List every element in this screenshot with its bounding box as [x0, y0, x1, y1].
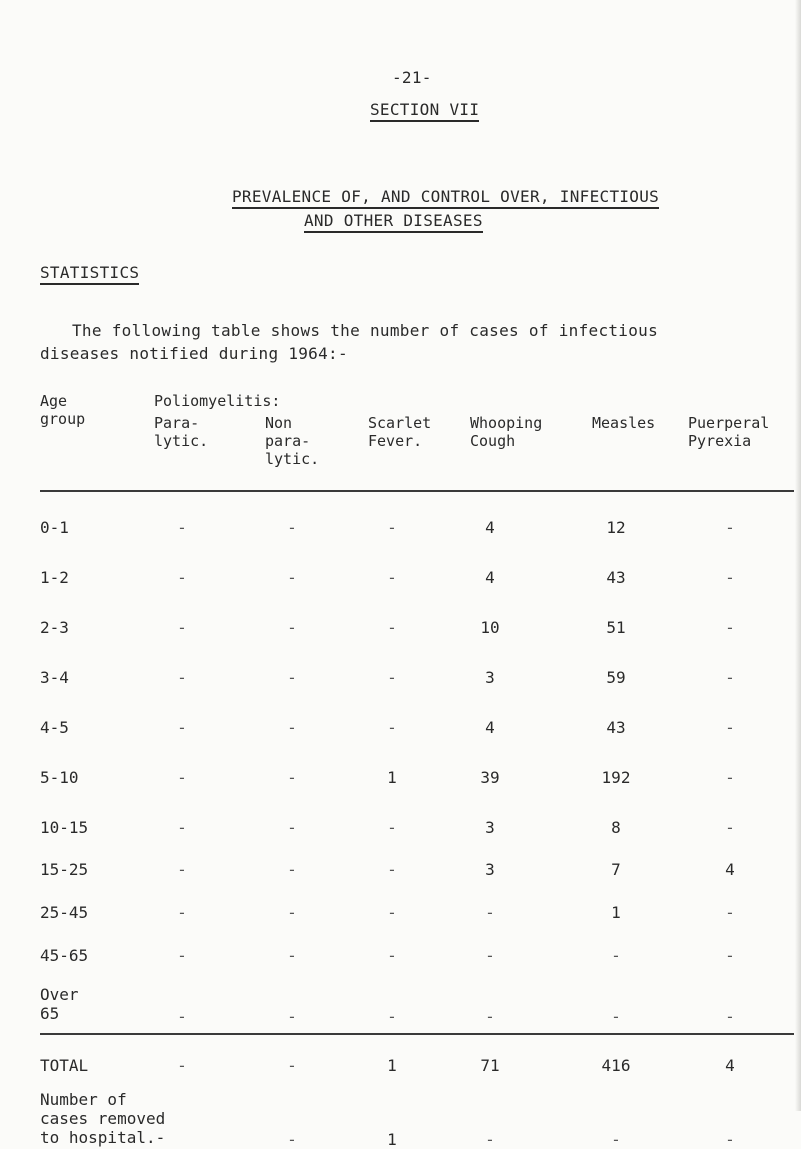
table-cell: 10	[480, 618, 500, 637]
table-cell: 39	[480, 768, 500, 787]
removed-cell: -	[485, 1130, 495, 1149]
table-cell: 1	[611, 903, 621, 922]
table-cell: -	[387, 903, 397, 922]
table-cell: -	[177, 518, 187, 537]
removed-to-hospital-label: Number of cases removed to hospital.-	[40, 1090, 166, 1147]
table-cell: -	[177, 1007, 187, 1026]
table-cell: -	[177, 818, 187, 837]
header-poliomyelitis: Poliomyelitis:	[154, 392, 281, 410]
table-cell: -	[287, 903, 297, 922]
table-cell: 4	[485, 518, 495, 537]
table-cell: -	[725, 618, 735, 637]
row-age-group: 4-5	[40, 718, 69, 737]
removed-cell: -	[611, 1130, 621, 1149]
table-cell: 8	[611, 818, 621, 837]
header-whooping-cough: Whooping Cough	[470, 414, 543, 450]
removed-cell: -	[287, 1130, 297, 1149]
table-cell: 59	[606, 668, 626, 687]
row-age-group: 25-45	[40, 903, 89, 922]
table-cell: -	[287, 768, 297, 787]
table-cell: -	[611, 1007, 621, 1026]
total-cell: -	[177, 1056, 187, 1075]
table-cell: -	[287, 1007, 297, 1026]
table-cell: -	[177, 860, 187, 879]
section-heading: SECTION VII	[370, 100, 479, 122]
table-cell: -	[387, 860, 397, 879]
header-puerperal-pyrexia: Puerperal Pyrexia	[688, 414, 770, 450]
table-cell: -	[287, 518, 297, 537]
table-cell: -	[177, 768, 187, 787]
footer-rule	[40, 1033, 794, 1035]
table-cell: -	[177, 668, 187, 687]
table-cell: 51	[606, 618, 626, 637]
table-cell: -	[177, 618, 187, 637]
table-cell: -	[725, 518, 735, 537]
page-edge-shadow	[795, 0, 801, 1111]
statistics-subheading: STATISTICS	[40, 263, 139, 285]
table-cell: -	[485, 946, 495, 965]
table-cell: 3	[485, 860, 495, 879]
total-cell: 71	[480, 1056, 500, 1075]
table-cell: 43	[606, 718, 626, 737]
table-cell: -	[387, 1007, 397, 1026]
row-age-group: 5-10	[40, 768, 79, 787]
table-cell: 3	[485, 668, 495, 687]
removed-cell: -	[725, 1130, 735, 1149]
table-cell: -	[287, 860, 297, 879]
header-rule	[40, 490, 794, 492]
row-age-group: 1-2	[40, 568, 69, 587]
table-cell: 43	[606, 568, 626, 587]
removed-cell: 1	[387, 1130, 397, 1149]
total-cell: -	[287, 1056, 297, 1075]
table-cell: 12	[606, 518, 626, 537]
table-cell: -	[387, 818, 397, 837]
header-paralytic: Para- lytic.	[154, 414, 209, 450]
page-number: -21-	[392, 68, 432, 87]
table-cell: -	[725, 903, 735, 922]
table-cell: -	[387, 618, 397, 637]
table-cell: -	[287, 668, 297, 687]
row-age-group: Over 65	[40, 985, 79, 1023]
table-cell: -	[387, 668, 397, 687]
table-cell: -	[725, 718, 735, 737]
row-age-group: 2-3	[40, 618, 69, 637]
table-cell: 4	[485, 718, 495, 737]
row-age-group: 0-1	[40, 518, 69, 537]
table-cell: -	[485, 903, 495, 922]
table-cell: -	[287, 568, 297, 587]
table-cell: -	[177, 568, 187, 587]
row-age-group: 45-65	[40, 946, 89, 965]
table-cell: -	[177, 946, 187, 965]
row-age-group: 3-4	[40, 668, 69, 687]
table-cell: -	[287, 718, 297, 737]
header-scarlet-fever: Scarlet Fever.	[368, 414, 432, 450]
table-cell: -	[287, 946, 297, 965]
table-cell: 4	[485, 568, 495, 587]
intro-line-2: diseases notified during 1964:-	[40, 344, 348, 363]
table-cell: -	[387, 518, 397, 537]
table-cell: -	[725, 668, 735, 687]
table-cell: -	[725, 568, 735, 587]
title-line-1: PREVALENCE OF, AND CONTROL OVER, INFECTIOUS	[232, 187, 659, 206]
table-cell: -	[725, 768, 735, 787]
table-cell: -	[287, 818, 297, 837]
table-cell: -	[387, 946, 397, 965]
table-cell: 7	[611, 860, 621, 879]
table-cell: -	[387, 568, 397, 587]
table-cell: -	[287, 618, 297, 637]
table-cell: -	[387, 718, 397, 737]
total-cell: 4	[725, 1056, 735, 1075]
table-cell: -	[725, 818, 735, 837]
total-cell: 416	[601, 1056, 631, 1075]
table-cell: -	[611, 946, 621, 965]
table-cell: -	[485, 1007, 495, 1026]
table-cell: -	[177, 903, 187, 922]
table-cell: -	[725, 1007, 735, 1026]
row-age-group: 15-25	[40, 860, 89, 879]
header-measles: Measles	[592, 414, 656, 432]
table-cell: 4	[725, 860, 735, 879]
header-age-group: Age group	[40, 392, 86, 428]
intro-line-1: The following table shows the number of cases of infectious	[72, 321, 659, 340]
total-cell: 1	[387, 1056, 397, 1075]
title-line-2: AND OTHER DISEASES	[304, 211, 483, 230]
row-age-group: 10-15	[40, 818, 89, 837]
table-cell: 3	[485, 818, 495, 837]
table-cell: 1	[387, 768, 397, 787]
table-cell: -	[177, 718, 187, 737]
total-label: TOTAL	[40, 1056, 89, 1075]
header-non-paralytic: Non para- lytic.	[265, 414, 320, 468]
table-cell: -	[725, 946, 735, 965]
table-cell: 192	[601, 768, 631, 787]
